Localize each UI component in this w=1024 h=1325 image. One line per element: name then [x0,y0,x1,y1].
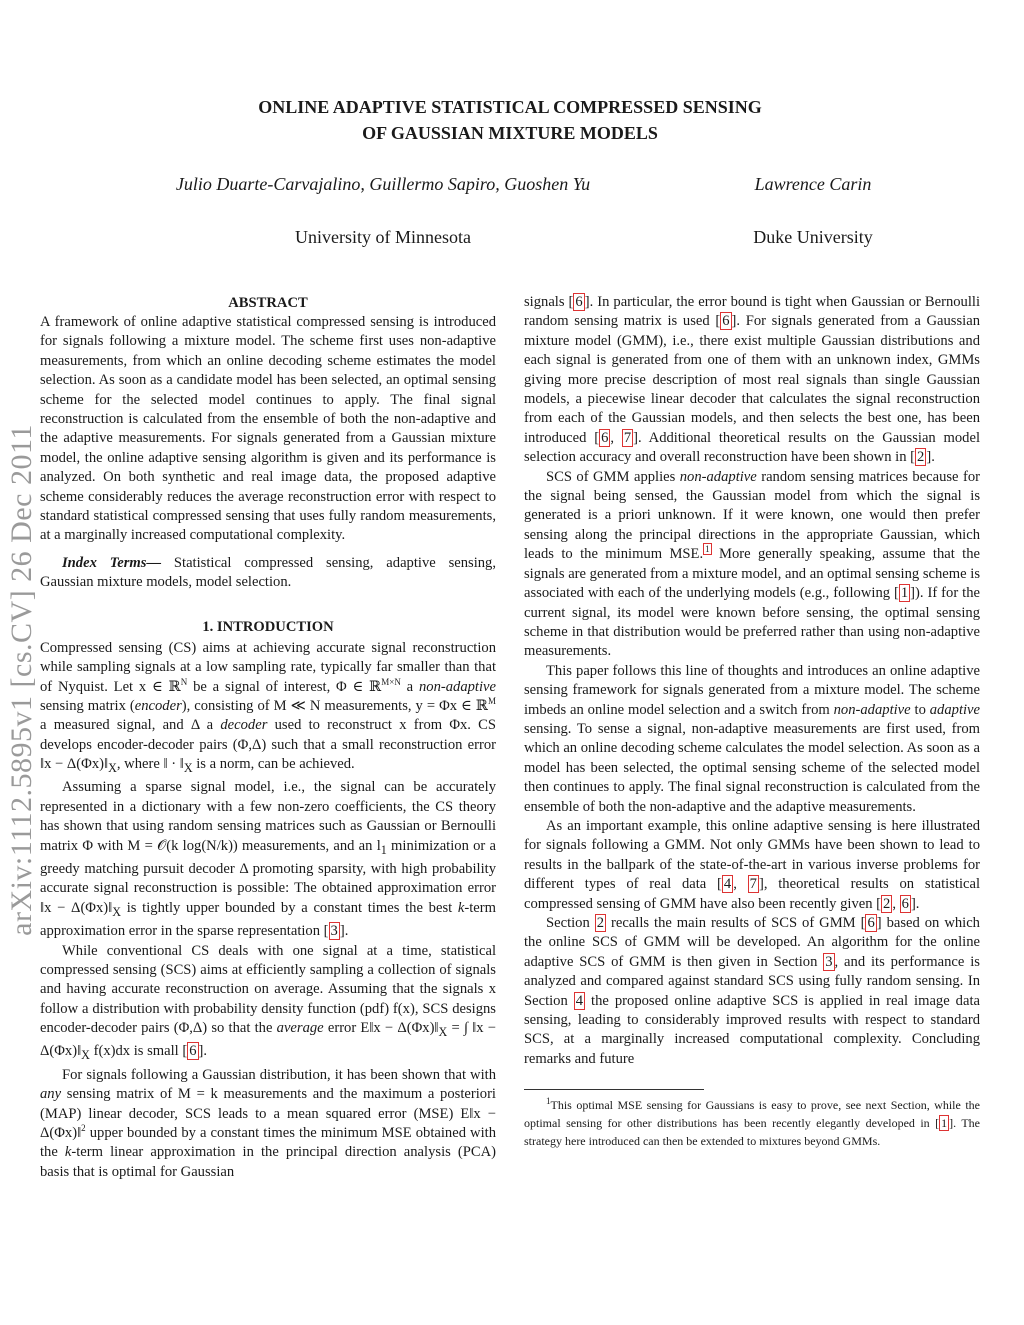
section-link[interactable]: 2 [596,915,605,931]
arxiv-stamp-text: arXiv:1112.5895v1 [cs.CV] 26 Dec 2011 [5,424,38,936]
index-terms [40,554,496,593]
title-line-2: OF GAUSSIAN MIXTURE MODELS [362,123,658,143]
footnote-divider [524,1089,704,1090]
right-paragraph-3: This paper follows this line of thoughts and introduces an online adaptive sensing framework for signals generated from a mixture model. The scheme imbeds an online model selection and a switch from non-adaptive to adaptive sensing. To sense a signal, non-adaptive measurements are first used, from which an online decoding scheme calculates the model selection. As soon as a model has been selected, the optimal sensing scheme of the selected model then continues to apply. The final signal reconstruction is calculated from the ensemble of both the non-adaptive and the adaptive measurements. [524,662,981,815]
section-link[interactable]: 4 [575,992,584,1009]
right-paragraph-5: Section 2 recalls the main results of SCS of GMM [ 6 ] based on which the online SCS of GMM will be developed. An algorithm for the online adaptive SCS of GMM is then given in Section 3 , and its performance is analyzed and compared against standard SCS using fully random sensing. In Section 4 the proposed online adaptive SCS is applied in real image data sensing, leading to considerably improved results with respect to standard SCS, at a marginally increased computational complexity. Concluding remarks and future [524,915,980,1067]
citation-link[interactable]: 2 [883,895,891,912]
right-column [524,293,980,1150]
citation-link[interactable]: 6 [601,429,609,446]
citation-link[interactable]: 7 [623,429,632,446]
citation-link[interactable]: 4 [723,876,732,893]
index-terms-text: Statistical compressed sensing, adaptive sensing, Gaussian mixture models, model selection. [40,554,496,591]
citation-link[interactable]: 6 [575,294,583,310]
authors-right: Lawrence Carin [754,174,872,194]
abstract-text: A framework of online adaptive statistical compressed sensing is introduced for signals following a mixture model. The scheme first uses non-adaptive measurements, from which an online decoding scheme estimates the model selection. As soon as a candidate model has been selected, an optimal sensing scheme for the selected model continues to apply. The final signal reconstruction is calculated from the ensemble of both the non-adaptive and the adaptive measurements. For signals generated from a Gaussian mixture model, the online adaptive sensing algorithm is given and its performance is analyzed. On both synthetic and real image data, the proposed adaptive scheme considerably reduces the average reconstruction error with respect to standard statistical compressed sensing that uses fully random measurements, at a marginally increased computational complexity. [40,314,496,544]
affiliation-left: University of Minnesota [295,227,471,247]
footnote-mark: 1 [546,1096,551,1107]
right-paragraph-4: As an important example, this online adaptive sensing is here illustrated for signals following a GMM. Not only GMMs have been shown to lead to results in the ballpark of the state-of-the-art in various inverse problems for different types of real data [ 4 , 7 ], theoretical results on statistical compressed sensing of GMM have also been recently given [ 2 , 6 ]. [524,817,981,912]
section-link[interactable]: 3 [825,953,833,970]
authors-left: Julio Duarte-Carvajalino, Guillermo Sapiro, Guoshen Yu [175,174,591,194]
paper-title [120,94,900,146]
citation-link[interactable]: 1 [941,1116,948,1131]
footnote: $^1$This optimal MSE sensing for Gaussians is easy to prove, see next Section, while the optimal sensing for other distributions has been recently elegantly developed in [ 1 ]. The strategy here introduced can then be extended to mixtures beyond GMMs. [524,1096,981,1149]
intro-heading: 1. INTRODUCTION [202,618,334,635]
citation-link[interactable]: 7 [749,876,757,893]
intro-paragraph-4: For signals following a Gaussian distribution, it has been shown that with any sensing matrix of M = k measurements and the maximum a posteriori (MAP) linear decoder, SCS leads to a mean squared error (MSE) E‖x − Δ(Φx)‖$^2$ upper bounded by a constant times the minimum MSE obtained with the k-term linear approximation in the principal direction analysis (PCA) basis that is optimal for Gaussian [40,1066,496,1180]
intro-paragraph-2: Assuming a sparse signal model, i.e., the signal can be accurately represented in a dictionary with a few non-zero coefficients, the CS theory has shown that using random sensing matrices such as Gaussian or Bernoulli matrix Φ with M = 𝒪(k log(N/k)) measurements, and an $l_1$ minimization or a greedy matching pursuit decoder Δ promoting sparsity, with high probability accurate signal reconstruction is possible: The obtained approximation error ‖x − $\Delta(\Phi x)‖_X$ is tightly upper bounded by a constant times the best k-term approximation error in the sparse representation [ 3 ]. [40,779,496,940]
citation-link[interactable]: 6 [189,1043,197,1060]
abstract-heading: ABSTRACT [228,295,308,311]
citation-link[interactable]: 2 [917,449,925,466]
footnote-link[interactable]: 1 [705,544,710,555]
citation-link[interactable]: 3 [330,923,338,940]
intro-paragraph-3: While conventional CS deals with one signal at a time, statistical compressed sensing (SCS) aims at efficiently sampling a collection of signals and having accurate reconstruction on average. Assuming that the signals x follow a distribution with probability density function (pdf) f(x), SCS designs encoder-decoder pairs (Φ,Δ) so that the average error E‖x − $\Delta(\Phi x)‖_X$ = ∫ ‖x − $\Delta(\Phi x)‖_X$ f(x)dx is small [ 6 ]. [40,942,496,1063]
index-terms-label: Index Terms— [62,554,162,571]
intro-paragraph-1: Compressed sensing (CS) aims at achieving accurate signal reconstruction while sampling signals at a low sampling rate, typically far smaller than that of Nyquist. Let x ∈ ℝ$^N$ be a signal of interest, Φ ∈ ℝ$^{M\times N}$ a non-adaptive sensing matrix (encoder), consisting of M ≪ N measurements, y = Φx ∈ ℝ$^M$ a measured signal, and Δ a decoder used to reconstruct x from Φx. CS develops encoder-decoder pairs (Φ,Δ) such that a small reconstruction error ‖x − $\Delta(\Phi x)‖_X$, where ‖ · $‖_X$ is a norm, can be achieved. [40,639,497,776]
affiliation-right: Duke University [753,227,873,247]
right-paragraph-1: signals [ 6 ]. In particular, the error bound is tight when Gaussian or Bernoulli random sensing matrix is used [ 6 ]. For signals generated from a Gaussian mixture model (GMM), i.e., there exist multiple Gaussian distributions and each signal is generated from one of them with an unknown index, GMMs giving more precise description of most real signals than single Gaussian models, a piecewise linear decoder that calculates the signal reconstruction from each of the Gaussian models, and then selects the best one, has been introduced [ 6 , 7 ]. Additional theoretical results on the Gaussian model selection accuracy and overall reconstruction have been shown in [ 2 ]. [524,294,981,466]
citation-link[interactable]: 6 [901,895,909,912]
right-paragraph-2: SCS of GMM applies non-adaptive random sensing matrices because for the signal being sensed, the Gaussian model from which the signal is generated is a priori unknown. If it were known, one would then prefer sensing along the principal directions in the appropriate Gaussian, which leads to the minimum MSE. $^1$ More generally speaking, assume that the signals are generated from a mixture model, and an optimal sensing scheme is associated with each of the underlying models (e.g., following [ 1 ]). If for the current signal, its model were known before sensing, the optimal sensing scheme in that distribution would be preferred rather than using non-adaptive measurements. [524,468,981,660]
citation-link[interactable]: 6 [867,915,875,931]
arxiv-stamp [2,360,42,1000]
title-line-1: ONLINE ADAPTIVE STATISTICAL COMPRESSED SENSING [258,97,762,117]
citation-link[interactable]: 1 [900,585,909,602]
left-column [40,293,496,1182]
citation-link[interactable]: 6 [722,313,730,330]
